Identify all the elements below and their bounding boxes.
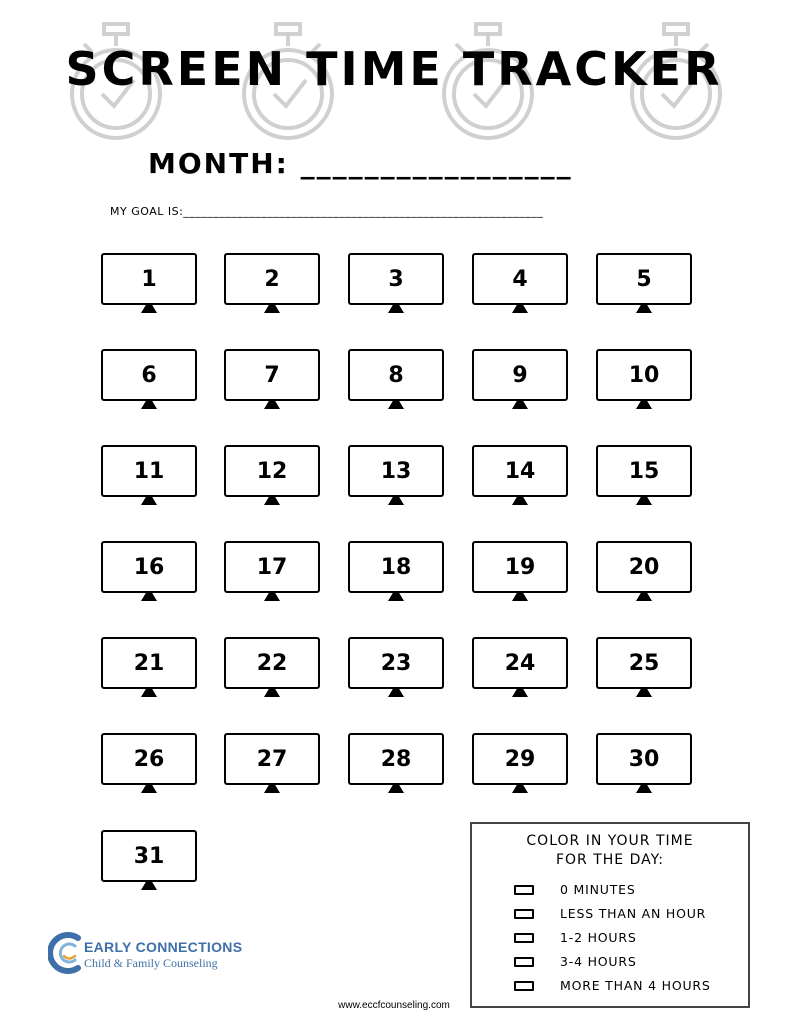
monitor-stand-icon <box>512 497 528 505</box>
logo-subtitle: Child & Family Counseling <box>84 956 218 970</box>
legend-item-label: LESS THAN AN HOUR <box>560 906 707 921</box>
day-monitor[interactable] <box>224 733 320 795</box>
monitor-stand-icon <box>141 305 157 313</box>
day-number: 10 <box>596 349 692 401</box>
monitor-stand-icon <box>141 497 157 505</box>
monitor-stand-icon <box>512 785 528 793</box>
legend-item-label: MORE THAN 4 HOURS <box>560 978 711 993</box>
legend-title <box>472 832 748 870</box>
day-number: 26 <box>101 733 197 785</box>
day-number: 29 <box>472 733 568 785</box>
day-monitor[interactable] <box>472 733 568 795</box>
day-monitor[interactable] <box>472 445 568 507</box>
monitor-stand-icon <box>512 689 528 697</box>
day-monitor[interactable] <box>596 253 692 315</box>
day-monitor[interactable] <box>101 253 197 315</box>
day-number: 12 <box>224 445 320 497</box>
legend-title-line: COLOR IN YOUR TIME <box>526 833 694 849</box>
website-url[interactable]: www.eccfcounseling.com <box>338 1000 450 1011</box>
day-number: 27 <box>224 733 320 785</box>
month-field[interactable]: MONTH: _________________ <box>148 147 573 180</box>
day-number: 6 <box>101 349 197 401</box>
checkbox-icon[interactable] <box>514 981 534 991</box>
day-number: 5 <box>596 253 692 305</box>
day-number: 3 <box>348 253 444 305</box>
day-monitor[interactable] <box>224 445 320 507</box>
day-number: 15 <box>596 445 692 497</box>
day-number: 21 <box>101 637 197 689</box>
day-monitor[interactable] <box>348 637 444 699</box>
day-monitor[interactable] <box>596 637 692 699</box>
day-number: 20 <box>596 541 692 593</box>
day-monitor[interactable] <box>224 637 320 699</box>
monitor-stand-icon <box>141 401 157 409</box>
monitor-stand-icon <box>141 785 157 793</box>
day-monitor[interactable] <box>348 253 444 315</box>
day-number: 30 <box>596 733 692 785</box>
day-monitor[interactable] <box>348 541 444 603</box>
monitor-stand-icon <box>141 882 157 890</box>
checkbox-icon[interactable] <box>514 933 534 943</box>
page-title: SCREEN TIME TRACKER <box>65 42 723 96</box>
day-number: 28 <box>348 733 444 785</box>
monitor-stand-icon <box>388 785 404 793</box>
monitor-stand-icon <box>636 593 652 601</box>
day-number: 9 <box>472 349 568 401</box>
monitor-stand-icon <box>636 305 652 313</box>
day-monitor[interactable] <box>472 253 568 315</box>
day-number: 1 <box>101 253 197 305</box>
legend-item-label: 0 MINUTES <box>560 882 636 897</box>
day-monitor[interactable] <box>224 253 320 315</box>
day-number: 18 <box>348 541 444 593</box>
day-number: 24 <box>472 637 568 689</box>
monitor-stand-icon <box>388 689 404 697</box>
day-monitor[interactable] <box>596 445 692 507</box>
day-monitor[interactable] <box>224 349 320 411</box>
monitor-stand-icon <box>264 593 280 601</box>
checkbox-icon[interactable] <box>514 957 534 967</box>
monitor-stand-icon <box>512 593 528 601</box>
checkbox-icon[interactable] <box>514 885 534 895</box>
monitor-stand-icon <box>141 689 157 697</box>
day-number: 13 <box>348 445 444 497</box>
day-monitor[interactable] <box>101 349 197 411</box>
monitor-stand-icon <box>512 401 528 409</box>
monitor-stand-icon <box>388 593 404 601</box>
day-monitor[interactable] <box>472 349 568 411</box>
day-number: 8 <box>348 349 444 401</box>
legend-title-line: FOR THE DAY: <box>555 852 665 868</box>
day-number: 14 <box>472 445 568 497</box>
monitor-stand-icon <box>388 401 404 409</box>
day-monitor[interactable] <box>348 445 444 507</box>
day-number: 4 <box>472 253 568 305</box>
monitor-stand-icon <box>141 593 157 601</box>
monitor-stand-icon <box>264 497 280 505</box>
day-monitor[interactable] <box>596 349 692 411</box>
day-monitor[interactable] <box>224 541 320 603</box>
monitor-stand-icon <box>636 401 652 409</box>
monitor-stand-icon <box>388 497 404 505</box>
day-monitor[interactable] <box>101 733 197 795</box>
day-monitor[interactable] <box>101 541 197 603</box>
monitor-stand-icon <box>264 689 280 697</box>
day-monitor[interactable] <box>596 541 692 603</box>
day-monitor[interactable] <box>472 541 568 603</box>
monitor-stand-icon <box>388 305 404 313</box>
legend-item-label: 3-4 HOURS <box>560 954 637 969</box>
monitor-stand-icon <box>636 785 652 793</box>
legend-box <box>470 822 750 1008</box>
day-monitor[interactable] <box>101 445 197 507</box>
goal-field[interactable]: MY GOAL IS:____________________________________________________________ <box>110 205 544 218</box>
monitor-stand-icon <box>264 401 280 409</box>
monitor-stand-icon <box>264 305 280 313</box>
day-number: 19 <box>472 541 568 593</box>
day-monitor[interactable] <box>101 637 197 699</box>
day-monitor[interactable] <box>348 349 444 411</box>
day-monitor[interactable] <box>101 830 197 892</box>
legend-item-label: 1-2 HOURS <box>560 930 637 945</box>
day-monitor[interactable] <box>348 733 444 795</box>
day-number: 31 <box>101 830 197 882</box>
day-monitor[interactable] <box>472 637 568 699</box>
monitor-stand-icon <box>636 689 652 697</box>
brand-logo <box>48 930 248 976</box>
monitor-stand-icon <box>636 497 652 505</box>
day-number: 22 <box>224 637 320 689</box>
monitor-stand-icon <box>264 785 280 793</box>
day-number: 17 <box>224 541 320 593</box>
checkbox-icon[interactable] <box>514 909 534 919</box>
day-number: 16 <box>101 541 197 593</box>
day-number: 2 <box>224 253 320 305</box>
day-number: 7 <box>224 349 320 401</box>
day-number: 11 <box>101 445 197 497</box>
day-number: 25 <box>596 637 692 689</box>
logo-name: EARLY CONNECTIONS <box>84 939 243 955</box>
day-monitor[interactable] <box>596 733 692 795</box>
day-number: 23 <box>348 637 444 689</box>
monitor-stand-icon <box>512 305 528 313</box>
